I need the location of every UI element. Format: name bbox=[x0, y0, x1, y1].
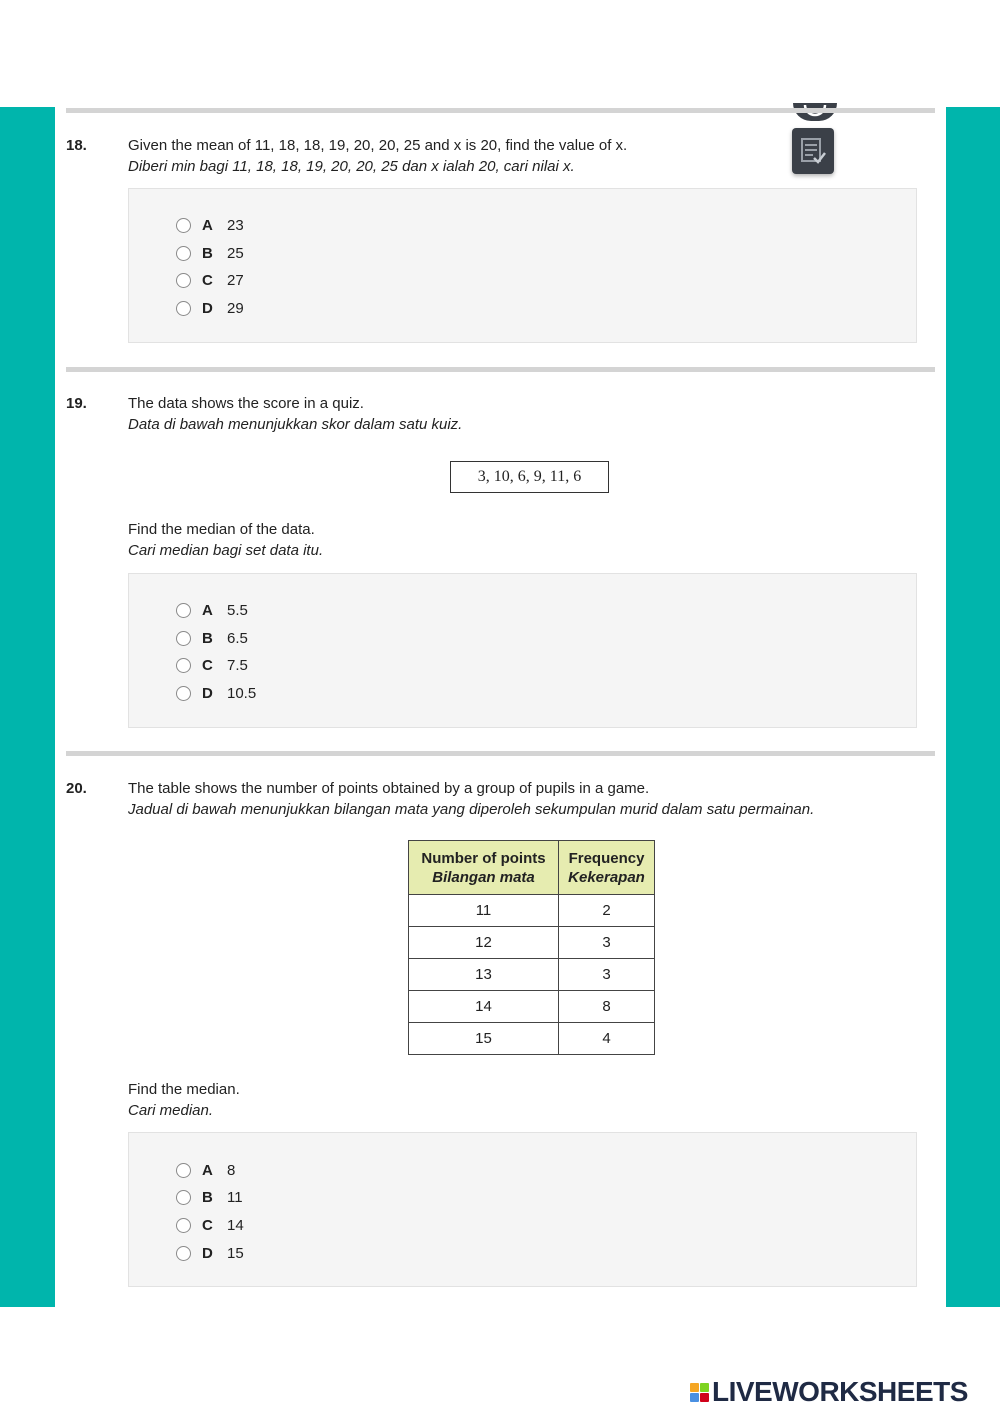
question-text bbox=[128, 135, 627, 177]
checklist-icon bbox=[792, 128, 834, 174]
option-c[interactable] bbox=[176, 270, 244, 290]
radio-button[interactable] bbox=[176, 603, 191, 618]
points-cell: 13 bbox=[409, 959, 559, 991]
right-accent-bar bbox=[946, 107, 1000, 1307]
question-text-en: Given the mean of 11, 18, 18, 19, 20, 20, 25 and x is 20, find the value of x. bbox=[128, 137, 628, 154]
option-b[interactable] bbox=[176, 243, 244, 263]
question-text bbox=[128, 778, 814, 820]
option-value: 8 bbox=[227, 1161, 236, 1179]
column-header-en: Frequency bbox=[568, 849, 645, 867]
logo-text: LIVEWORKSHEETS bbox=[712, 1376, 968, 1407]
question-prompt bbox=[128, 519, 323, 561]
question-text-en: The data shows the score in a quiz. bbox=[128, 395, 364, 412]
prompt-en: Find the median of the data. bbox=[128, 521, 315, 538]
option-letter: A bbox=[202, 216, 213, 234]
option-value: 25 bbox=[227, 244, 244, 262]
radio-button[interactable] bbox=[176, 273, 191, 288]
option-letter: D bbox=[202, 684, 213, 702]
question-prompt bbox=[128, 1079, 240, 1121]
prompt-ms: Cari median. bbox=[128, 1102, 214, 1119]
option-a[interactable] bbox=[176, 215, 244, 235]
table-row bbox=[409, 959, 655, 991]
option-letter: B bbox=[202, 244, 213, 262]
question-text-ms: Diberi min bagi 11, 18, 18, 19, 20, 20, 25 dan x ialah 20, cari nilai x. bbox=[128, 158, 575, 175]
option-value: 6.5 bbox=[227, 629, 248, 647]
option-letter: A bbox=[202, 601, 213, 619]
column-header-ms: Bilangan mata bbox=[432, 868, 535, 886]
option-c[interactable] bbox=[176, 655, 248, 675]
option-value: 27 bbox=[227, 271, 244, 289]
option-letter: C bbox=[202, 1216, 213, 1234]
question-text-en: The table shows the number of points obtained by a group of pupils in a game. bbox=[128, 780, 650, 797]
radio-button[interactable] bbox=[176, 1218, 191, 1233]
data-values-box: 3, 10, 6, 9, 11, 6 bbox=[450, 461, 609, 493]
option-value: 14 bbox=[227, 1216, 244, 1234]
points-cell: 12 bbox=[409, 927, 559, 959]
frequency-table bbox=[408, 840, 655, 1055]
question-divider bbox=[66, 751, 935, 756]
prompt-en: Find the median. bbox=[128, 1081, 240, 1098]
option-letter: A bbox=[202, 1161, 213, 1179]
left-accent-bar bbox=[0, 107, 55, 1307]
option-value: 15 bbox=[227, 1244, 244, 1262]
points-cell: 14 bbox=[409, 991, 559, 1023]
radio-button[interactable] bbox=[176, 631, 191, 646]
option-letter: C bbox=[202, 656, 213, 674]
frequency-cell: 3 bbox=[559, 927, 655, 959]
option-letter: D bbox=[202, 1244, 213, 1262]
frequency-cell: 8 bbox=[559, 991, 655, 1023]
question-number: 20. bbox=[66, 780, 87, 797]
frequency-cell: 4 bbox=[559, 1023, 655, 1055]
option-letter: C bbox=[202, 271, 213, 289]
option-value: 23 bbox=[227, 216, 244, 234]
points-cell: 15 bbox=[409, 1023, 559, 1055]
question-divider bbox=[66, 367, 935, 372]
question-number: 19. bbox=[66, 395, 87, 412]
table-row bbox=[409, 927, 655, 959]
radio-button[interactable] bbox=[176, 686, 191, 701]
option-value: 11 bbox=[227, 1188, 243, 1206]
radio-button[interactable] bbox=[176, 301, 191, 316]
option-letter: B bbox=[202, 1188, 213, 1206]
question-number: 18. bbox=[66, 137, 87, 154]
table-row bbox=[409, 1023, 655, 1055]
question-divider bbox=[66, 108, 935, 113]
option-b[interactable] bbox=[176, 1187, 243, 1207]
option-a[interactable] bbox=[176, 1160, 235, 1180]
option-value: 10.5 bbox=[227, 684, 257, 702]
worksheet-tool-button[interactable] bbox=[792, 128, 834, 174]
option-value: 5.5 bbox=[227, 601, 248, 619]
radio-button[interactable] bbox=[176, 1246, 191, 1261]
options-group bbox=[128, 573, 917, 728]
question-text-ms: Data di bawah menunjukkan skor dalam satu kuiz. bbox=[128, 416, 463, 433]
question-text bbox=[128, 393, 462, 435]
column-header-frequency bbox=[559, 841, 655, 895]
frequency-cell: 2 bbox=[559, 895, 655, 927]
column-header-ms: Kekerapan bbox=[568, 868, 645, 886]
column-header-points bbox=[409, 841, 559, 895]
option-value: 7.5 bbox=[227, 656, 248, 674]
option-letter: B bbox=[202, 629, 213, 647]
option-letter: D bbox=[202, 299, 213, 317]
points-cell: 11 bbox=[409, 895, 559, 927]
radio-button[interactable] bbox=[176, 1163, 191, 1178]
option-d[interactable] bbox=[176, 1243, 244, 1263]
prompt-ms: Cari median bagi set data itu. bbox=[128, 542, 324, 559]
option-value: 29 bbox=[227, 299, 244, 317]
radio-button[interactable] bbox=[176, 658, 191, 673]
option-c[interactable] bbox=[176, 1215, 244, 1235]
table-row bbox=[409, 895, 655, 927]
option-d[interactable] bbox=[176, 298, 244, 318]
option-d[interactable] bbox=[176, 683, 256, 703]
option-b[interactable] bbox=[176, 628, 248, 648]
frequency-cell: 3 bbox=[559, 959, 655, 991]
liveworksheets-logo[interactable] bbox=[690, 1376, 968, 1408]
options-group bbox=[128, 1132, 917, 1287]
radio-button[interactable] bbox=[176, 218, 191, 233]
logo-blocks-icon bbox=[690, 1383, 709, 1402]
radio-button[interactable] bbox=[176, 1190, 191, 1205]
table-row bbox=[409, 991, 655, 1023]
column-header-en: Number of points bbox=[421, 849, 546, 867]
question-text-ms: Jadual di bawah menunjukkan bilangan mata yang diperoleh sekumpulan murid dalam satu permainan. bbox=[128, 801, 815, 818]
radio-button[interactable] bbox=[176, 246, 191, 261]
option-a[interactable] bbox=[176, 600, 248, 620]
options-group bbox=[128, 188, 917, 343]
